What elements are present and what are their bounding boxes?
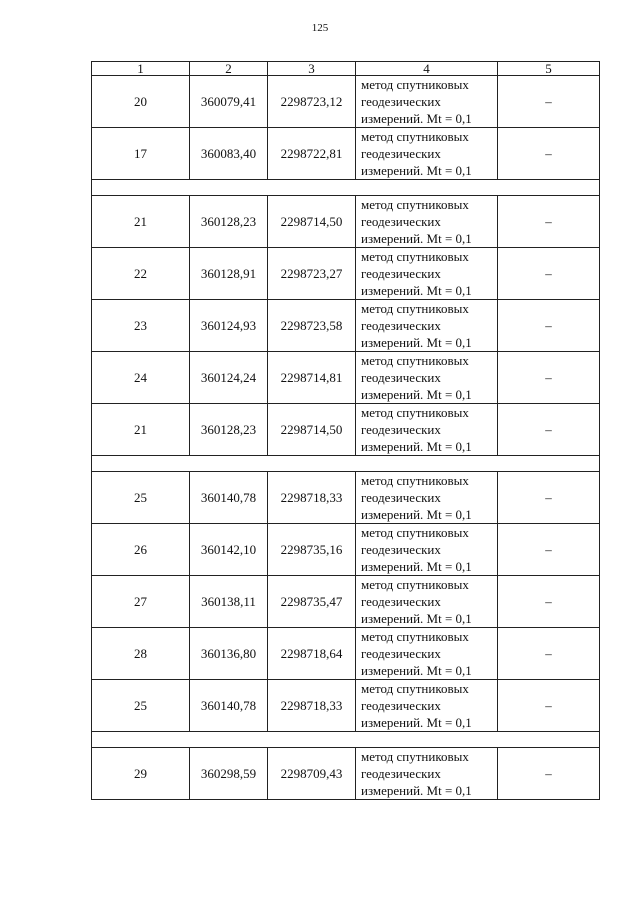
point-number-cell: 28 [92,628,190,680]
group-separator-cell [92,180,600,196]
method-cell [356,748,498,800]
note-cell: – [498,628,600,680]
x-coordinate-cell: 360298,59 [190,748,268,800]
table-row [92,628,600,680]
column-header: 2 [190,62,268,76]
method-text-line: измерений. Mt = 0,1 [361,111,472,126]
note-cell: – [498,300,600,352]
point-number-cell: 17 [92,128,190,180]
note-cell: – [498,352,600,404]
method-text-line: геодезических [361,214,441,229]
method-text-line: измерений. Mt = 0,1 [361,387,472,402]
method-text-line: измерений. Mt = 0,1 [361,783,472,798]
method-text-line: геодезических [361,542,441,557]
x-coordinate-cell: 360140,78 [190,680,268,732]
x-coordinate-cell: 360124,24 [190,352,268,404]
column-header: 4 [356,62,498,76]
y-coordinate-cell: 2298735,16 [268,524,356,576]
method-text-line: метод спутниковых [361,681,469,696]
table-header-row [92,62,600,76]
method-cell [356,524,498,576]
method-cell [356,76,498,128]
method-text-line: геодезических [361,594,441,609]
method-cell [356,248,498,300]
note-cell: – [498,576,600,628]
point-number-cell: 21 [92,196,190,248]
note-cell: – [498,128,600,180]
page-number: 125 [311,22,329,34]
method-cell [356,300,498,352]
method-cell [356,352,498,404]
method-text-line: геодезических [361,146,441,161]
x-coordinate-cell: 360138,11 [190,576,268,628]
table-row [92,748,600,800]
x-coordinate-cell: 360124,93 [190,300,268,352]
method-text-line: геодезических [361,646,441,661]
method-text-line: измерений. Mt = 0,1 [361,283,472,298]
method-text-line: метод спутниковых [361,473,469,488]
table-row [92,300,600,352]
method-text-line: метод спутниковых [361,577,469,592]
method-text-line: метод спутниковых [361,629,469,644]
y-coordinate-cell: 2298722,81 [268,128,356,180]
method-text-line: измерений. Mt = 0,1 [361,715,472,730]
y-coordinate-cell: 2298723,58 [268,300,356,352]
point-number-cell: 22 [92,248,190,300]
x-coordinate-cell: 360140,78 [190,472,268,524]
method-text-line: геодезических [361,370,441,385]
method-text-line: метод спутниковых [361,129,469,144]
method-text-line: геодезических [361,318,441,333]
y-coordinate-cell: 2298723,27 [268,248,356,300]
point-number-cell: 24 [92,352,190,404]
group-separator-row [92,180,600,196]
x-coordinate-cell: 360128,23 [190,196,268,248]
method-text-line: метод спутниковых [361,249,469,264]
table-row [92,352,600,404]
method-text-line: метод спутниковых [361,197,469,212]
point-number-cell: 20 [92,76,190,128]
y-coordinate-cell: 2298709,43 [268,748,356,800]
x-coordinate-cell: 360128,91 [190,248,268,300]
x-coordinate-cell: 360083,40 [190,128,268,180]
method-text-line: метод спутниковых [361,405,469,420]
x-coordinate-cell: 360128,23 [190,404,268,456]
group-separator-cell [92,732,600,748]
note-cell: – [498,524,600,576]
method-text-line: измерений. Mt = 0,1 [361,559,472,574]
method-cell [356,680,498,732]
table-row [92,472,600,524]
x-coordinate-cell: 360079,41 [190,76,268,128]
point-number-cell: 26 [92,524,190,576]
note-cell: – [498,248,600,300]
note-cell: – [498,404,600,456]
method-text-line: геодезических [361,422,441,437]
method-cell [356,196,498,248]
method-text-line: метод спутниковых [361,353,469,368]
y-coordinate-cell: 2298718,33 [268,680,356,732]
coordinates-table-body [92,62,600,800]
y-coordinate-cell: 2298723,12 [268,76,356,128]
group-separator-row [92,456,600,472]
y-coordinate-cell: 2298714,81 [268,352,356,404]
method-cell [356,128,498,180]
method-text-line: измерений. Mt = 0,1 [361,663,472,678]
group-separator-cell [92,456,600,472]
method-text-line: геодезических [361,766,441,781]
table-row [92,128,600,180]
x-coordinate-cell: 360142,10 [190,524,268,576]
point-number-cell: 21 [92,404,190,456]
note-cell: – [498,472,600,524]
point-number-cell: 29 [92,748,190,800]
method-text-line: измерений. Mt = 0,1 [361,163,472,178]
method-cell [356,472,498,524]
table-row [92,248,600,300]
group-separator-row [92,732,600,748]
column-header: 3 [268,62,356,76]
point-number-cell: 25 [92,472,190,524]
method-text-line: измерений. Mt = 0,1 [361,611,472,626]
coordinates-table [91,61,600,800]
point-number-cell: 23 [92,300,190,352]
method-text-line: геодезических [361,698,441,713]
method-text-line: измерений. Mt = 0,1 [361,335,472,350]
note-cell: – [498,76,600,128]
point-number-cell: 27 [92,576,190,628]
method-text-line: метод спутниковых [361,301,469,316]
method-text-line: метод спутниковых [361,77,469,92]
x-coordinate-cell: 360136,80 [190,628,268,680]
y-coordinate-cell: 2298714,50 [268,196,356,248]
method-text-line: геодезических [361,490,441,505]
method-text-line: метод спутниковых [361,525,469,540]
method-cell [356,404,498,456]
method-cell [356,576,498,628]
column-header: 5 [498,62,600,76]
method-text-line: геодезических [361,266,441,281]
table-row [92,576,600,628]
table-row [92,196,600,248]
table-row [92,680,600,732]
method-text-line: геодезических [361,94,441,109]
y-coordinate-cell: 2298718,64 [268,628,356,680]
note-cell: – [498,748,600,800]
note-cell: – [498,196,600,248]
y-coordinate-cell: 2298735,47 [268,576,356,628]
table-row [92,76,600,128]
point-number-cell: 25 [92,680,190,732]
method-cell [356,628,498,680]
y-coordinate-cell: 2298714,50 [268,404,356,456]
table-row [92,524,600,576]
method-text-line: измерений. Mt = 0,1 [361,231,472,246]
method-text-line: метод спутниковых [361,749,469,764]
method-text-line: измерений. Mt = 0,1 [361,507,472,522]
note-cell: – [498,680,600,732]
method-text-line: измерений. Mt = 0,1 [361,439,472,454]
table-row [92,404,600,456]
column-header: 1 [92,62,190,76]
y-coordinate-cell: 2298718,33 [268,472,356,524]
